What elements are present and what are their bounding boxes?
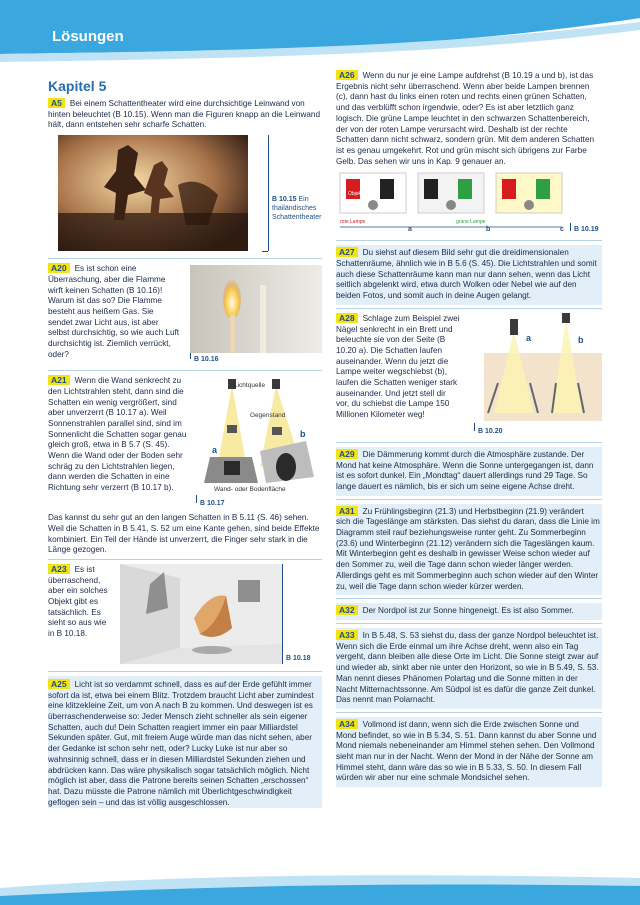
answer-a33 [336, 628, 602, 709]
answer-a29 [336, 447, 602, 496]
answer-label: A29 [336, 449, 358, 459]
answer-a23 [48, 564, 322, 668]
figure-caption: B 10.20 [478, 427, 503, 435]
match-flame-photo [190, 265, 322, 353]
answer-text: Der Nordpol ist zur Sonne hingeneigt. Es ist also Sommer. [362, 606, 574, 616]
label-b: b [486, 226, 491, 232]
answer-a31 [336, 504, 602, 596]
label-light-source: Lichtquelle [234, 382, 266, 390]
answer-a26 [336, 70, 602, 237]
colored-shadows-diagram [336, 169, 568, 231]
answer-label: A25 [48, 679, 70, 689]
shadow-theater-photo [58, 135, 248, 251]
answer-text: Es ist überraschend, aber ein solches Objekt gibt es tatsächlich. Es sieht so aus wie in B 10.18. [48, 564, 108, 639]
label-red-lamp: rote Lampe [340, 219, 366, 226]
answer-text: Wenn du nur je eine Lampe aufdrehst (B 10.19 a und b), ist das Ergebnis nicht sehr überraschend. Wenn aber beide Lampen brennen (c), dann hast du links einen roten und rechts einen grünen Schatten, und das verblüfft schon irgendwie, oder? Es ist aber letztlich ganz logisch. Die grüne Lampe leuchtet in den schwarzen Schattenbereich, der von der roten Lampe verursacht wird. Deshalb ist der rechte Schatten dann nicht schwarz, sondern grün. Mit dem anderen Schatten ist es genau umgekehrt. Rot und grün mischt sich übrigens zur Farbe Gelb. Das sehen wir uns in Kap. 9 genauer an. [336, 71, 595, 166]
right-column [336, 70, 602, 787]
answer-label: A33 [336, 630, 358, 640]
answer-text: Es ist schon eine Überraschung, aber die Flamme wirft keinen Schatten (B 10.16)! Warum ist das so? Die Flamme besteht aus heißem Gas. Sie sendet zwar Licht aus, ist aber selbst durchsichtig, so wie auch Luft durchsichtig ist. Ziemlich verrückt, oder? [48, 264, 180, 359]
answer-text: Du siehst auf diesem Bild sehr gut die dreidimensionalen Schattenräume, ähnlich wie in B 5.6 (S. 45). Die Lichtstrahlen und somit auch diese Schattenräume kann man nur dann sehen, wenn das Licht seitlich abgelenkt wird, etwa durch Wolken oder Nebel wie auf den beiden Fotos, und somit auch in deine Augen gelangt. [336, 248, 597, 301]
answer-a20 [48, 263, 322, 367]
answer-label: A28 [336, 313, 358, 323]
page-title: Lösungen [52, 28, 124, 45]
answer-label: A31 [336, 506, 358, 516]
cone-shadow-render [120, 564, 282, 664]
answer-a27 [336, 245, 602, 305]
answer-text: Zu Frühlingsbeginn (21.3) und Herbstbeginn (21.9) verändert sich die Tageslänge am stärksten. Das siehst du daran, dass die Linie im Diagramm steil rauf beziehungsweise runter geht. Zu Sommerbeginn (23.6) und Winterbeginn (21.12) verändern sich die Tageslängen kaum. Mit Winterbeginn geht es deshalb in gewisser Weise schon wieder auf den Sommer zu, weil die Tage dann schon wieder länger werden. Allerdings geht es mit Sommerbeginn auch schon wieder auf den Winter zu, weil die Tage dann schon wieder kürzer werden. [336, 506, 600, 591]
answer-label: A34 [336, 719, 358, 729]
answer-label: A26 [336, 70, 358, 80]
answer-text: In B 5.48, S. 53 siehst du, dass der ganze Nordpol beleuchtet ist. Wenn sich die Erde einmal um ihre Achse dreht, wenn also ein Tag vergeht, dann bleiben alle diese Orte im Licht. Die Sonne steigt zwar auf und wieder ab, sinkt aber nie unter den Horizont, so wie in B 5.49, S. 53. Man nennt dieses Phänomen Polartag und die Sonne mitten in der Nacht Mitternachtssonne. Am Südpol ist es dafür die ganze Zeit dunkel. Das nennt man Polarnacht. [336, 630, 599, 705]
label-b: b [578, 334, 584, 345]
left-column [48, 78, 322, 808]
label-object: Gegenstand [250, 412, 286, 420]
figure-caption: B 10.19 [574, 226, 599, 234]
label-wall: Wand- oder Bodenfläche [214, 486, 286, 494]
answer-a5 [48, 98, 322, 255]
answer-a21 [48, 375, 322, 556]
answer-label: A32 [336, 605, 358, 615]
label-a: a [212, 445, 218, 456]
answer-label: A5 [48, 98, 65, 108]
label-object: Objekt [348, 191, 363, 198]
nails-shadow-diagram [474, 313, 602, 421]
answer-label: A23 [48, 564, 70, 574]
label-green-lamp: grüne Lampe [456, 219, 486, 226]
answer-text: Bei einem Schattentheater wird eine durchsichtige Leinwand von hinten beleuchtet (B 10.15). Wenn man die Figuren knapp an die Leinwand hält, dann entstehen sehr scharfe Schatten. [48, 99, 321, 130]
footer-wave [0, 868, 640, 905]
answer-label: A27 [336, 247, 358, 257]
answer-text: Licht ist so verdammt schnell, dass es auf der Erde gefühlt immer sofort da ist, etwa bei einem Blitz. Trotzdem braucht Licht aber zumindest eine klitzekleine Zeit, um von A nach B zu kommen. Und deswegen ist es überraschenderweise so: Jeder Mensch zieht schneller als sein eigener Schatten, auch du! Dein Schatten reagiert immer ein paar Milliardstel Sekunden später. Gut, mit freiem Auge würde man das nicht sehen, aber der Gedanke ist schon sehr nett, oder? Lucky Luke ist nur aber so wahnsinnig schnell, dass er in diesen Milliardstel Sekunden ziehen und abdrücken kann. Das wäre physikalisch sogar tatsächlich möglich. Nicht möglich ist aber, dass die Patrone bereits seinen Schatten „erschossen“ hat. Dazu müsste die Patrone nämlich mit Überlichtgeschwindigkeit geflogen sein – und das ist völlig ausgeschlossen. [48, 679, 314, 807]
answer-text-continued: Das kannst du sehr gut an den langen Schatten in B 5.11 (S. 46) sehen. Weil die Schatten in B 5.41, S. 52 um eine Kante gehen, sind beide Effekte kombiniert. Ein Teil der Hände ist unverzerrt, die Finger sehr stark in die Länge gezogen. [48, 513, 320, 555]
label-a: a [526, 332, 532, 343]
figure-caption: B 10.18 [286, 654, 311, 662]
answer-a32 [336, 603, 602, 620]
answer-label: A21 [48, 375, 70, 385]
figure-caption: B 10.17 [200, 500, 225, 508]
answer-a28 [336, 313, 602, 439]
chapter-title: Kapitel 5 [48, 78, 107, 94]
answer-label: A20 [48, 263, 70, 273]
label-c: c [560, 226, 564, 232]
figure-caption: B 10.16 [194, 356, 219, 364]
answer-text: Schlage zum Beispiel zwei Nägel senkrecht in ein Brett und beleuchte sie von der Seite (B 10.20 a). Die Schatten laufen auseinander. Wenn du jetzt die Lampe weiter wegschiebst (b), laufen die Schatten weniger stark auseinander. Und jetzt stell dir vor, du schiebst die Lampe 150 Millionen Kilometer weg! [336, 313, 460, 420]
header-band [0, 0, 640, 62]
answer-a34 [336, 717, 602, 787]
label-b: b [300, 429, 306, 440]
label-a: a [408, 226, 412, 232]
answer-text: Vollmond ist dann, wenn sich die Erde zwischen Sonne und Mond befindet, so wie in B 5.34, S. 51. Dann kannst du aber Sonne und Mond niemals nebeneinander am Himmel stehen sehen. Den Vollmond sieht man nur in der Nacht. Wenn der Mond in der Nähe der Sonne am Himmel steht, dann wäre das so wie in B 5.33, S. 50. In diesem Fall würden wir aber nur eine schmale Mondsichel sehen. [336, 719, 597, 783]
answer-text: Wenn die Wand senkrecht zu den Lichtstrahlen steht, dann sind die Schatten ein wenig vergrößert, sind aber unverzerrt (B 10.17 a). Weil Sonnenstrahlen parallel sind, sind im Sonnenlicht die Schatten sogar genau gleich groß, etwa in B 5.7 (S. 45). Wenn die Wand oder der Boden sehr schräg zu den Lichtstrahlen liegen, dann werden die Schatten in eine Richtung sehr verzerrt (B 10.17 b). [48, 376, 187, 493]
answer-a25 [48, 676, 322, 808]
shadow-distortion-diagram [196, 375, 322, 493]
figure-caption: B 10.15 Ein thailändisches Schattentheater [272, 196, 322, 222]
answer-text: Die Dämmerung kommt durch die Atmosphäre zustande. Der Mond hat keine Atmosphäre. Wenn die Sonne untergegangen ist, dann ist es sofort dunkel. Ein „Mondtag“ dauert allerdings rund 29 Tage. So lange dauert es nämlich, bis er sich um seine eigene Achse dreht. [336, 449, 594, 491]
